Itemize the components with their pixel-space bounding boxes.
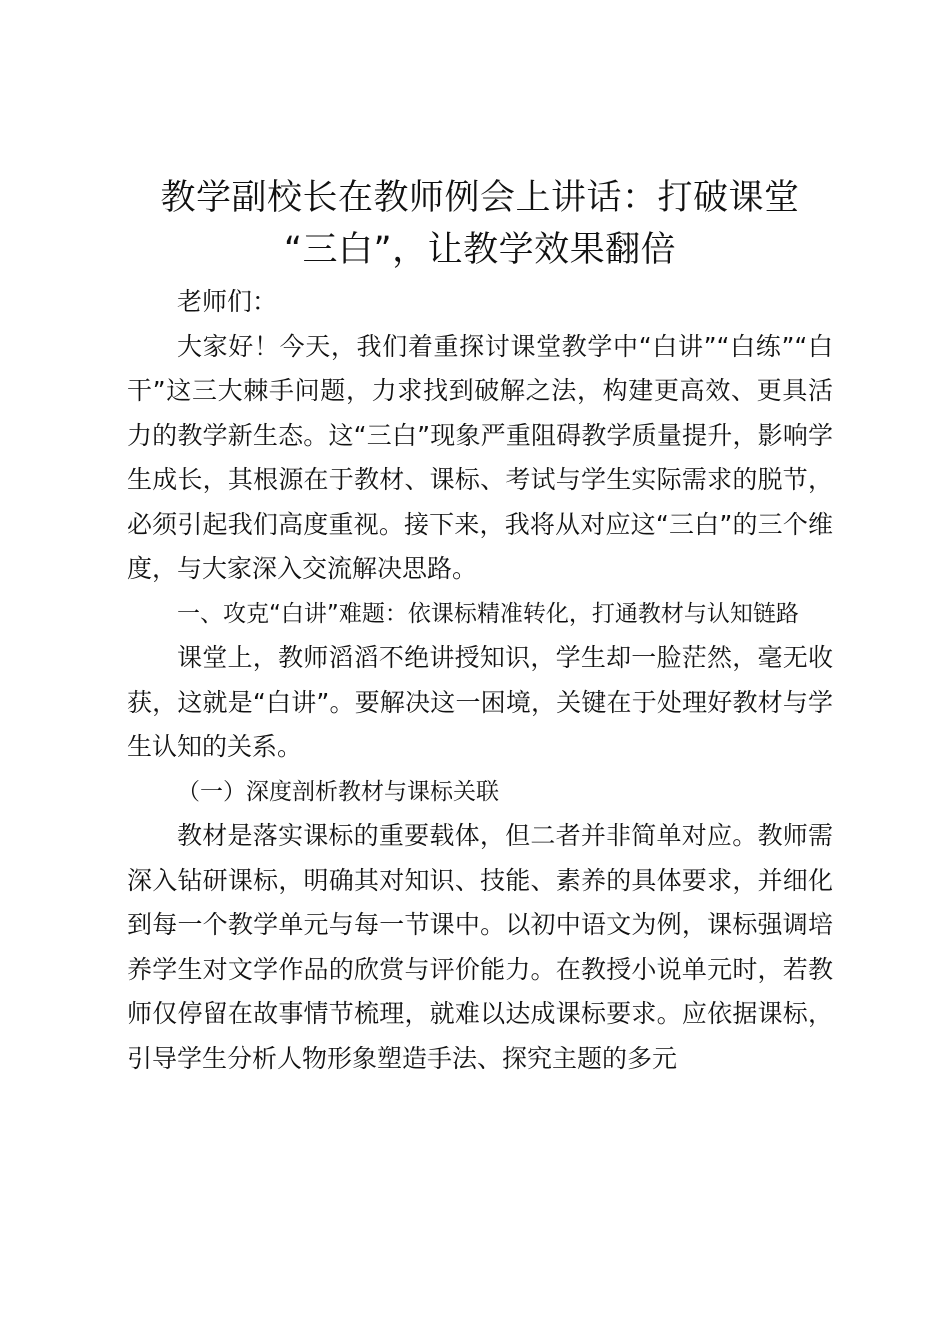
intro-paragraph: 大家好！今天，我们着重探讨课堂教学中“白讲”“白练”“白干”这三大棘手问题，力求找到破解之法，构建更高效、更具活力的教学新生态。这“三白”现象严重阻碍教学质量提升，影响学生成长，其根源在于教材、课标、考试与学生实际需求的脱节，必须引起我们高度重视。接下来，我将从对应这“三白”的三个维度，与大家深入交流解决思路。	[127, 331, 833, 583]
document-title	[127, 172, 833, 276]
subsection-1-heading: （一）深度剖析教材与课标关联	[177, 778, 499, 805]
salutation: 老师们：	[177, 287, 278, 316]
document-body	[127, 172, 833, 1081]
title-line-2: “三白”，让教学效果翻倍	[283, 230, 677, 270]
section-1-heading: 一、攻克“白讲”难题：依课标精准转化，打通教材与认知链路	[177, 600, 799, 627]
subsection-1-paragraph: 教材是落实课标的重要载体，但二者并非简单对应。教师需深入钻研课标，明确其对知识、技能、素养的具体要求，并细化到每一个教学单元与每一节课中。以初中语文为例，课标强调培养学生对文学作品的欣赏与评价能力。在教授小说单元时，若教师仅停留在故事情节梳理，就难以达成课标要求。应依据课标，引导学生分析人物形象塑造手法、探究主题的多元	[127, 821, 833, 1073]
section-1-paragraph: 课堂上，教师滔滔不绝讲授知识，学生却一脸茫然，毫无收获，这就是“白讲”。要解决这一困境，关键在于处理好教材与学生认知的关系。	[127, 643, 833, 761]
title-line-1: 教学副校长在教师例会上讲话：打破课堂	[160, 178, 800, 218]
